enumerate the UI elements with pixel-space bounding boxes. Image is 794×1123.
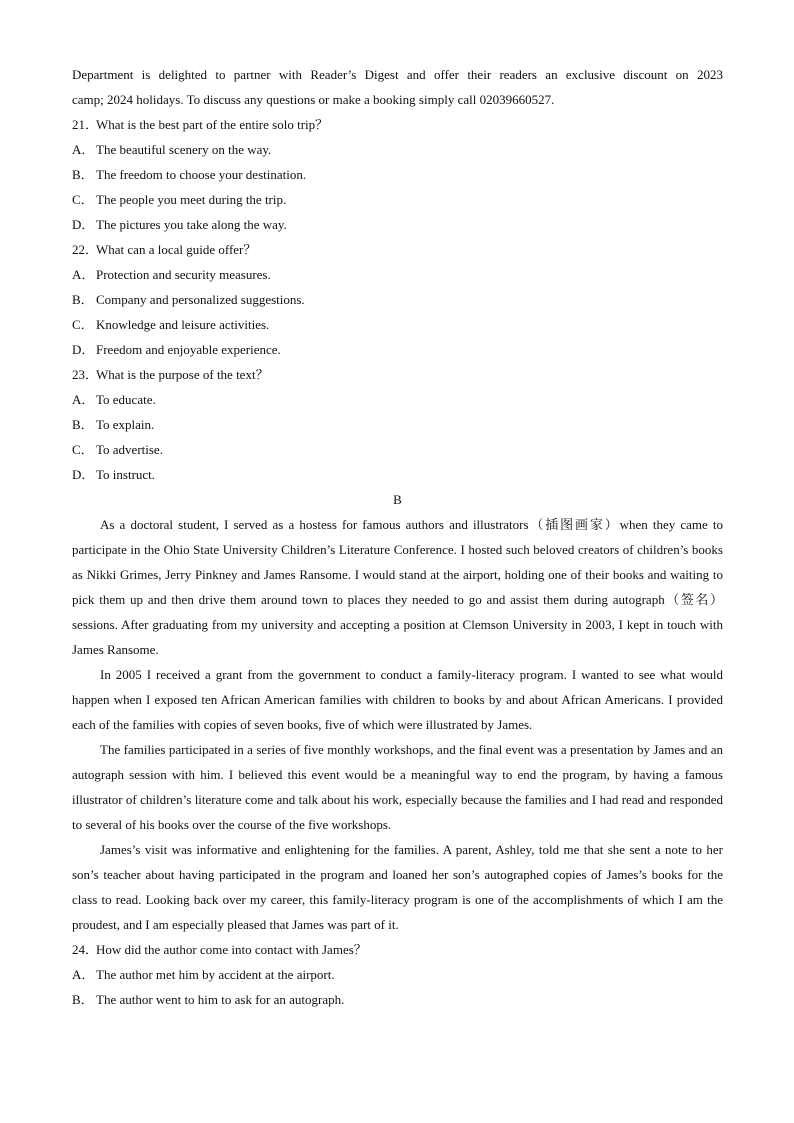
option-b — [72, 412, 723, 437]
intro-line-2: camp; 2024 holidays. To discuss any questions or make a booking simply call 02039660527. — [72, 92, 555, 107]
option-a — [72, 962, 723, 987]
option-text: To advertise. — [96, 442, 163, 457]
question-text: What can a local guide offer？ — [96, 242, 257, 257]
option-text: Knowledge and leisure activities. — [96, 317, 270, 332]
option-letter: D． — [72, 467, 95, 482]
option-letter: C． — [72, 317, 94, 332]
option-letter: A． — [72, 392, 95, 407]
question-number: 21． — [72, 117, 99, 132]
passage-paragraph-1: As a doctoral student, I served as a hostess for famous authors and illustrators（插图画家）when they came to participate in the Ohio State University Children’s Literature Conference. I hosted such beloved creators of children’s books as Nikki Grimes, Jerry Pinkney and James Ransome. I would stand at the airport, holding one of their books and waiting to pick them up and then drive them around town to places they needed to go and assist them during autograph（签名） sessions. After graduating from my university and accepting a position at Clemson University in 2003, I kept in touch with James Ransome. — [72, 517, 723, 657]
question-21 — [72, 112, 723, 237]
option-a — [72, 137, 723, 162]
question-number: 22． — [72, 242, 99, 257]
option-d — [72, 462, 723, 487]
option-text: The author met him by accident at the airport. — [96, 967, 335, 982]
option-letter: C． — [72, 442, 94, 457]
question-22 — [72, 237, 723, 362]
passage-paragraph-2: In 2005 I received a grant from the government to conduct a family-literacy program. I wanted to see what would happen when I exposed ten African American families with children to books by and about African Americans. I provided each of the families with copies of seven books, five of which were illustrated by James. — [72, 667, 723, 732]
option-a — [72, 262, 723, 287]
option-a — [72, 387, 723, 412]
option-text: To educate. — [96, 392, 156, 407]
option-c — [72, 187, 723, 212]
option-text: The author went to him to ask for an autograph. — [96, 992, 345, 1007]
option-letter: B． — [72, 167, 94, 182]
question-stem — [72, 112, 723, 137]
option-c — [72, 312, 723, 337]
question-24 — [72, 937, 723, 1012]
option-text: Freedom and enjoyable experience. — [96, 342, 281, 357]
option-b — [72, 987, 723, 1012]
question-23 — [72, 362, 723, 487]
option-d — [72, 212, 723, 237]
option-text: To instruct. — [96, 467, 156, 482]
passage-paragraph-4: James’s visit was informative and enlightening for the families. A parent, Ashley, told me that she sent a note to her son’s teacher about having participated in the program and loaned her son’s autographed copies of James’s books for the class to read. Looking back over my career, this family-literacy program is one of the accomplishments of which I am the proudest, and I am especially pleased that James was part of it. — [72, 842, 723, 932]
option-c — [72, 437, 723, 462]
option-letter: B． — [72, 992, 94, 1007]
option-b — [72, 287, 723, 312]
option-text: Company and personalized suggestions. — [96, 292, 305, 307]
option-letter: B． — [72, 292, 94, 307]
question-text: What is the best part of the entire solo trip？ — [96, 117, 329, 132]
option-letter: A． — [72, 967, 95, 982]
question-stem — [72, 237, 723, 262]
question-text: What is the purpose of the text？ — [96, 367, 269, 382]
section-b-title: B — [393, 492, 402, 507]
document-page — [72, 62, 723, 1012]
option-text: Protection and security measures. — [96, 267, 271, 282]
option-b — [72, 162, 723, 187]
question-number: 23． — [72, 367, 99, 382]
option-text: The pictures you take along the way. — [96, 217, 287, 232]
intro-line-1: Department is delighted to partner with Reader’s Digest and offer their readers an exclusive discount on 2023 — [72, 67, 723, 82]
option-text: The people you meet during the trip. — [96, 192, 287, 207]
option-text: The beautiful scenery on the way. — [96, 142, 272, 157]
option-letter: A． — [72, 142, 95, 157]
passage-paragraph-3: The families participated in a series of five monthly workshops, and the final event was a presentation by James and an autograph session with him. I believed this event would be a meaningful way to end the program, by having a famous illustrator of children’s literature come and talk about his work, especially because the families and I had read and responded to several of his books over the course of the five workshops. — [72, 742, 723, 832]
question-text: How did the author come into contact with James？ — [96, 942, 367, 957]
option-letter: B． — [72, 417, 94, 432]
option-letter: D． — [72, 217, 95, 232]
option-letter: C． — [72, 192, 94, 207]
option-text: To explain. — [96, 417, 155, 432]
option-letter: A． — [72, 267, 95, 282]
question-stem — [72, 362, 723, 387]
option-d — [72, 337, 723, 362]
question-stem — [72, 937, 723, 962]
option-text: The freedom to choose your destination. — [96, 167, 307, 182]
option-letter: D． — [72, 342, 95, 357]
intro-continuation — [72, 62, 723, 112]
question-number: 24． — [72, 942, 99, 957]
